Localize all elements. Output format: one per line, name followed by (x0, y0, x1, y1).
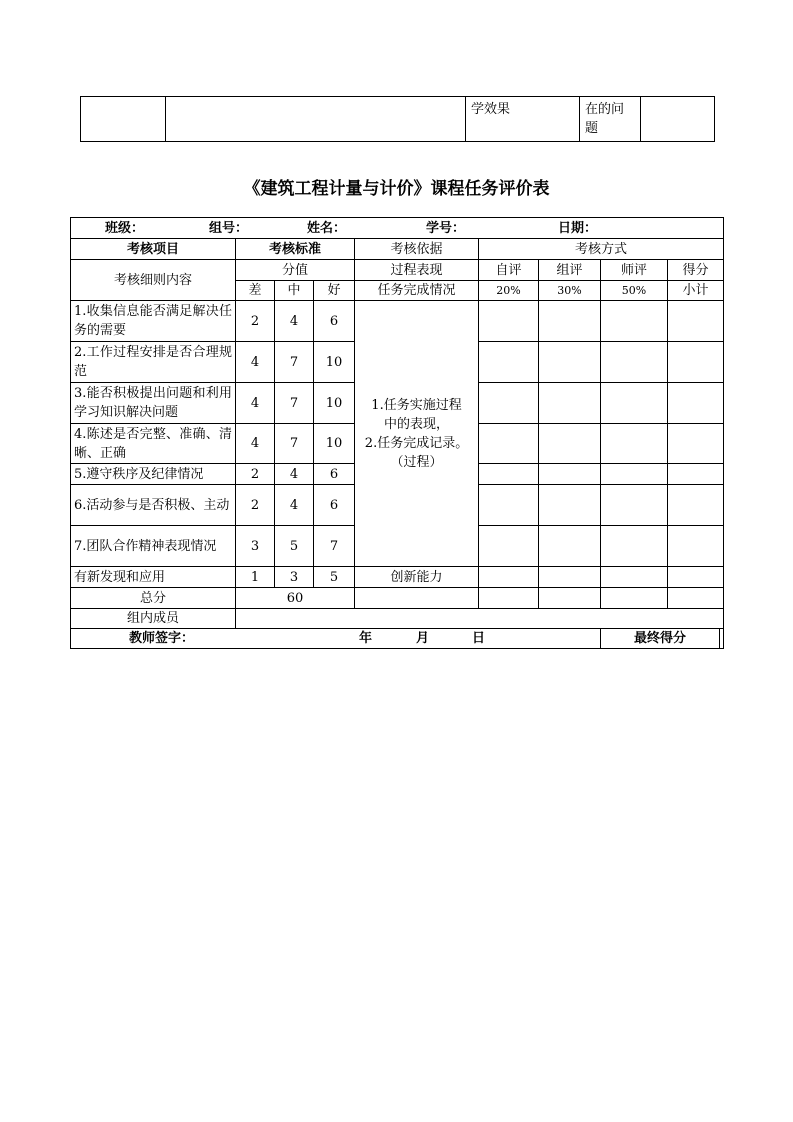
score-cell[interactable] (668, 424, 724, 464)
criterion-poor: 4 (236, 383, 275, 424)
self-eval-cell[interactable] (479, 567, 539, 588)
footer-row (71, 629, 724, 649)
score-cell[interactable] (668, 588, 724, 609)
innovation-poor: 1 (236, 567, 275, 588)
self-eval-cell[interactable] (479, 526, 539, 567)
members-row (71, 609, 724, 629)
total-label: 总分 (71, 588, 236, 609)
innovation-basis: 创新能力 (355, 567, 479, 588)
header-mid: 中 (275, 281, 314, 301)
info-row (71, 218, 724, 239)
info-cell (71, 218, 724, 239)
header-method: 考核方式 (479, 239, 724, 260)
criterion-mid: 4 (275, 485, 314, 526)
innovation-good: 5 (314, 567, 355, 588)
name-label: 姓名： (307, 220, 347, 236)
signature-cell (71, 629, 601, 649)
self-eval-cell[interactable] (479, 588, 539, 609)
group-eval-cell[interactable] (539, 424, 601, 464)
basis-cell (355, 301, 479, 567)
total-row (71, 588, 724, 609)
criterion-good: 6 (314, 485, 355, 526)
members-label: 组内成员 (71, 609, 236, 629)
day-label: 日 (472, 631, 486, 646)
score-cell[interactable] (668, 464, 724, 485)
self-eval-cell[interactable] (479, 301, 539, 342)
header-basis: 考核依据 (355, 239, 479, 260)
criterion-good: 7 (314, 526, 355, 567)
criterion-good: 10 (314, 342, 355, 383)
group-eval-cell[interactable] (539, 485, 601, 526)
table-cell (81, 97, 166, 142)
group-eval-cell[interactable] (539, 588, 601, 609)
teacher-eval-cell[interactable] (601, 301, 668, 342)
criterion-text: 1.收集信息能否满足解决任务的需要 (71, 301, 236, 342)
score-cell[interactable] (668, 342, 724, 383)
score-cell[interactable] (668, 526, 724, 567)
score-cell[interactable] (668, 485, 724, 526)
header-self-eval: 自评 (479, 260, 539, 281)
members-field[interactable] (236, 609, 724, 629)
teacher-eval-cell[interactable] (601, 526, 668, 567)
header-detail: 考核细则内容 (71, 260, 236, 301)
header-row (71, 260, 724, 281)
table-cell (355, 588, 479, 609)
header-standard: 考核标准 (236, 239, 355, 260)
table-cell (166, 97, 466, 142)
table-row (71, 301, 724, 342)
group-label: 组号： (209, 220, 249, 236)
teacher-eval-cell[interactable] (601, 567, 668, 588)
teacher-eval-cell[interactable] (601, 464, 668, 485)
header-group-eval: 组评 (539, 260, 601, 281)
teacher-sign-label: 教师签字： (129, 631, 195, 646)
criterion-mid: 7 (275, 424, 314, 464)
self-eval-cell[interactable] (479, 342, 539, 383)
criterion-good: 6 (314, 464, 355, 485)
criterion-text: 5.遵守秩序及纪律情况 (71, 464, 236, 485)
criterion-mid: 4 (275, 464, 314, 485)
month-label: 月 (416, 631, 430, 646)
teacher-percent: 50% (601, 281, 668, 301)
table-cell: 学效果 (466, 97, 580, 142)
criterion-poor: 2 (236, 464, 275, 485)
header-score: 得分 (668, 260, 724, 281)
teacher-eval-cell[interactable] (601, 383, 668, 424)
table-row (71, 567, 724, 588)
final-score-label: 最终得分 (601, 629, 720, 648)
previous-table-fragment (80, 96, 715, 142)
innovation-text: 有新发现和应用 (71, 567, 236, 588)
criterion-mid: 5 (275, 526, 314, 567)
self-percent: 20% (479, 281, 539, 301)
criterion-mid: 7 (275, 383, 314, 424)
basis-line: 1.任务实施过程 (371, 397, 462, 413)
self-eval-cell[interactable] (479, 464, 539, 485)
criterion-good: 10 (314, 383, 355, 424)
table-cell (641, 97, 715, 142)
group-eval-cell[interactable] (539, 567, 601, 588)
criterion-text: 4.陈述是否完整、准确、清晰、正确 (71, 424, 236, 464)
group-percent: 30% (539, 281, 601, 301)
class-label: 班级： (105, 220, 145, 236)
teacher-eval-cell[interactable] (601, 342, 668, 383)
group-eval-cell[interactable] (539, 301, 601, 342)
criterion-text: 7.团队合作精神表现情况 (71, 526, 236, 567)
header-row (71, 239, 724, 260)
table-row (81, 97, 715, 142)
self-eval-cell[interactable] (479, 424, 539, 464)
group-eval-cell[interactable] (539, 383, 601, 424)
self-eval-cell[interactable] (479, 383, 539, 424)
header-task-completion: 任务完成情况 (355, 281, 479, 301)
date-label: 日期： (558, 220, 598, 236)
criterion-poor: 2 (236, 485, 275, 526)
criterion-text: 2.工作过程安排是否合理规范 (71, 342, 236, 383)
total-value: 60 (236, 588, 355, 609)
teacher-eval-cell[interactable] (601, 485, 668, 526)
header-score-value: 分值 (236, 260, 355, 281)
group-eval-cell[interactable] (539, 342, 601, 383)
final-score-cell (601, 629, 724, 649)
criterion-poor: 3 (236, 526, 275, 567)
year-label: 年 (359, 631, 373, 646)
score-cell[interactable] (668, 383, 724, 424)
teacher-eval-cell[interactable] (601, 588, 668, 609)
criterion-good: 6 (314, 301, 355, 342)
header-poor: 差 (236, 281, 275, 301)
score-cell[interactable] (668, 301, 724, 342)
page-title: 《建筑工程计量与计价》课程任务评价表 (243, 179, 550, 199)
criterion-text: 3.能否积极提出问题和利用学习知识解决问题 (71, 383, 236, 424)
table-cell: 在的问题 (580, 97, 641, 142)
criterion-mid: 4 (275, 301, 314, 342)
header-project: 考核项目 (71, 239, 236, 260)
evaluation-table (70, 217, 724, 649)
basis-line: 2.任务完成记录。 (364, 435, 469, 451)
group-eval-cell[interactable] (539, 526, 601, 567)
self-eval-cell[interactable] (479, 485, 539, 526)
header-teacher-eval: 师评 (601, 260, 668, 281)
innovation-mid: 3 (275, 567, 314, 588)
header-process: 过程表现 (355, 260, 479, 281)
criterion-poor: 4 (236, 424, 275, 464)
group-eval-cell[interactable] (539, 464, 601, 485)
basis-line: （过程） (390, 454, 443, 470)
student-id-label: 学号： (426, 220, 466, 236)
score-cell[interactable] (668, 567, 724, 588)
criterion-poor: 4 (236, 342, 275, 383)
header-good: 好 (314, 281, 355, 301)
criterion-mid: 7 (275, 342, 314, 383)
header-subtotal: 小计 (668, 281, 724, 301)
basis-line: 中的表现， (383, 416, 449, 432)
criterion-text: 6.活动参与是否积极、主动 (71, 485, 236, 526)
teacher-eval-cell[interactable] (601, 424, 668, 464)
criterion-poor: 2 (236, 301, 275, 342)
criterion-good: 10 (314, 424, 355, 464)
